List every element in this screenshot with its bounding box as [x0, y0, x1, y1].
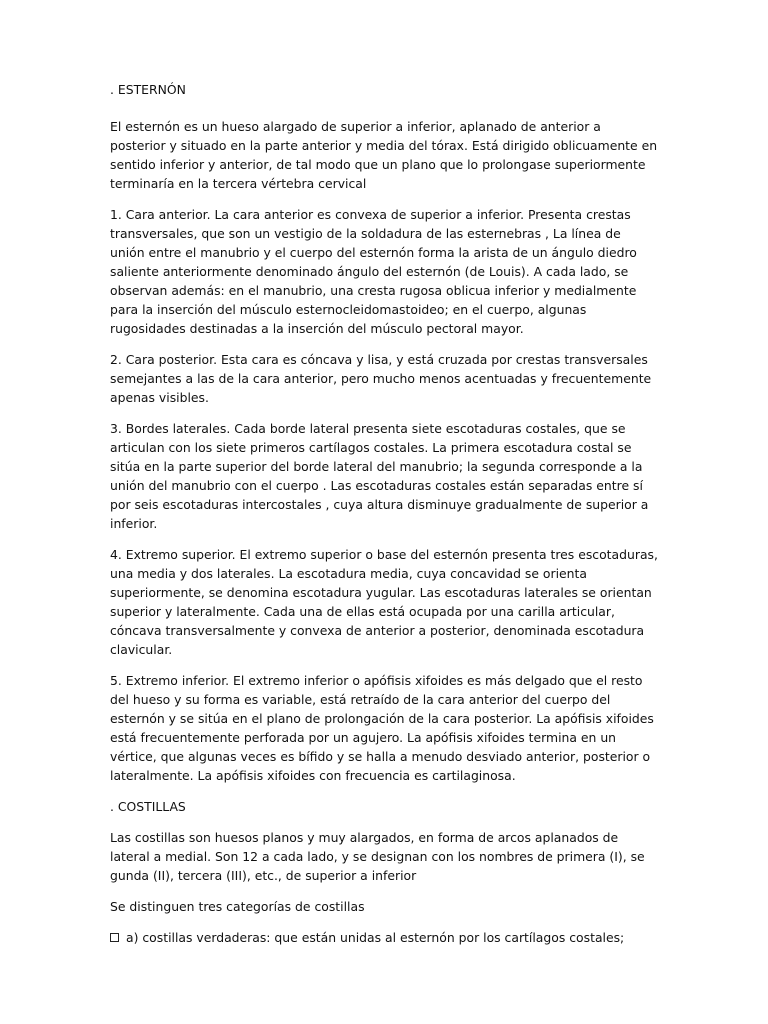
paragraph-extremo-inferior: 5. Extremo inferior. El extremo inferior o apófisis xifoides es más delgado que el resto del hueso y su forma es variable, está retraído de la cara anterior del cuerpo del esternón y se sitúa en el plano de prolongación de la cara posterior. La apófisis xifoides está frecuentemente perforada por un agujero. La apófisis xifoides termina en un vértice, que algunas veces es bífido y se halla a menudo desviado anterior, posterior o lateralmente. La apófisis xifoides con frecuencia es cartilaginosa.: [110, 673, 654, 783]
paragraph-categories-intro: Se distinguen tres categorías de costillas: [110, 899, 365, 914]
paragraph-extremo-superior: 4. Extremo superior. El extremo superior o base del esternón presenta tres escotaduras, una media y dos laterales. La escotadura media, cuya concavidad se orienta superiormente, se denomina escotadura yugular. Las escotaduras laterales se orientan superior y lateralmente. Cada una de ellas está ocupada por una carilla articular, cóncava transversalmente y convexa de anterior a posterior, denominada escotadura clavicular.: [110, 547, 658, 657]
document-page: [110, 80, 658, 959]
section-heading-costillas: . COSTILLAS: [110, 799, 186, 814]
paragraph-bordes-laterales: 3. Bordes laterales. Cada borde lateral presenta siete escotaduras costales, que se articulan con los siete primeros cartílagos costales. La primera escotadura costal se sitúa en la parte superior del borde lateral del manubrio; la segunda corresponde a la unión del manubrio con el cuerpo . Las escotaduras costales están separadas entre sí por seis escotaduras intercostales , cuya altura disminuye gradualmente de superior a inferior.: [110, 421, 649, 531]
paragraph-costillas-intro: Las costillas son huesos planos y muy alargados, en forma de arcos aplanados de lateral a medial. Son 12 a cada lado, y se designan con los nombres de primera (I), se gunda (II), tercera (III), etc., de superior a inferior: [110, 830, 645, 883]
list-item-text: a) costillas verdaderas: que están unidas al esternón por los cartílagos costales;: [126, 930, 625, 945]
list-item: [110, 928, 658, 947]
checkbox-bullet-icon: [110, 933, 119, 942]
paragraph-esternon-intro: El esternón es un hueso alargado de superior a inferior, aplanado de anterior a posterior y situado en la parte anterior y media del tórax. Está dirigido oblicuamente en sentido inferior y anterior, de tal modo que un plano que lo prolongase superiormente terminaría en la tercera vértebra cervical: [110, 119, 658, 191]
paragraph-cara-anterior: 1. Cara anterior. La cara anterior es convexa de superior a inferior. Presenta crestas transversales, que son un vestigio de la soldadura de las esternebras , La línea de unión entre el manubrio y el cuerpo del esternón forma la arista de un ángulo diedro saliente anteriormente denominado ángulo del esternón (de Louis). A cada lado, se observan además: en el manubrio, una cresta rugosa oblicua inferior y medialmente para la inserción del músculo esternocleidomastoideo; en el cuerpo, algunas rugosidades destinadas a la inserción del músculo pectoral mayor.: [110, 207, 637, 336]
paragraph-cara-posterior: 2. Cara posterior. Esta cara es cóncava y lisa, y está cruzada por crestas transversales semejantes a las de la cara anterior, pero mucho menos acentuadas y frecuentemente apenas visibles.: [110, 352, 652, 405]
section-heading-esternon: . ESTERNÓN: [110, 82, 186, 97]
